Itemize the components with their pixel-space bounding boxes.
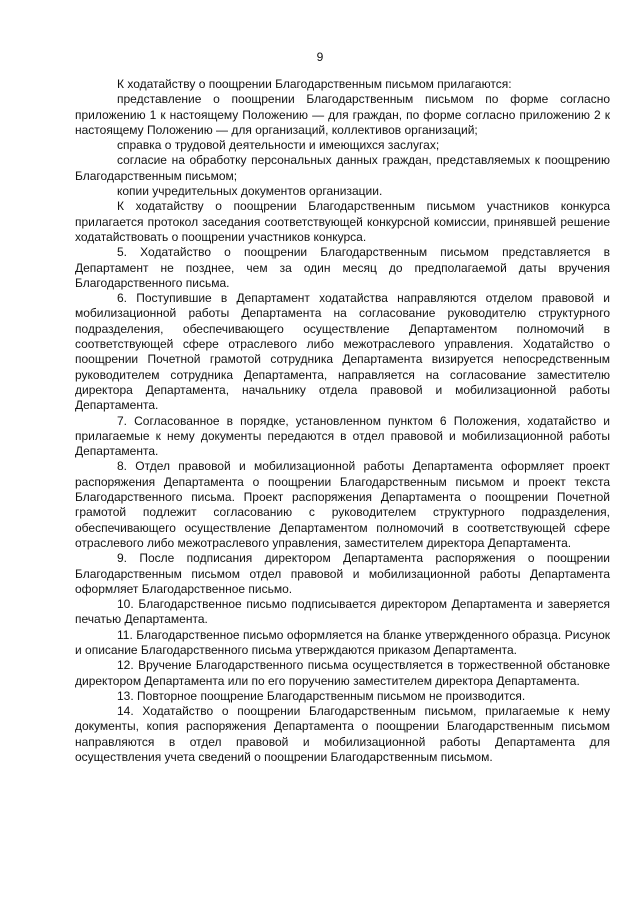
paragraph-item-14: 14. Ходатайство о поощрении Благодарственным письмом, прилагаемые к нему документы, копия распоряжения Департамента о поощрении Благодарственным письмом направляются в отдел правовой и мобилизационной работы Департамента для осуществления учета сведений о поощрении Благодарственным письмом. — [75, 704, 610, 765]
paragraph-item-7: 7. Согласованное в порядке, установленном пунктом 6 Положения, ходатайство и прилагаемые к нему документы передаются в отдел правовой и мобилизационной работы Департамента. — [75, 413, 610, 459]
paragraph-item-8: 8. Отдел правовой и мобилизационной работы Департамента оформляет проект распоряжения Департамента о поощрении Благодарственным письмом и проект текста Благодарственного письма. Проект распоряжения Департамента о поощрении Почетной грамотой подлежит согласованию с руководителем структурного подразделения, обеспечивающего осуществление Департаментом полномочий в соответствующей сфере отраслевого либо межотраслевого управления, заместителем директора Департамента. — [75, 459, 610, 550]
paragraph-attachment-certificate: справка о трудовой деятельности и имеющихся заслугах; — [117, 138, 440, 153]
paragraph-attachment-consent: согласие на обработку персональных данных граждан, представляемых к поощрению Благодарственным письмом; — [75, 153, 610, 183]
page-number: 9 — [316, 50, 324, 64]
paragraph-item-10: 10. Благодарственное письмо подписывается директором Департамента и заверяется печатью Департамента. — [75, 597, 610, 627]
paragraph-item-9: 9. После подписания директором Департамента распоряжения о поощрении Благодарственным письмом отдел правовой и мобилизационной работы Департамента оформляет Благодарственное письмо. — [75, 551, 610, 596]
document-body — [75, 77, 610, 765]
paragraph-attachment-charter-copies: копии учредительных документов организации. — [117, 184, 383, 199]
paragraph-item-11: 11. Благодарственное письмо оформляется на бланке утвержденного образца. Рисунок и описание Благодарственного письма утверждаются приказом Департамента. — [75, 627, 610, 657]
paragraph-item-6: 6. Поступившие в Департамент ходатайства направляются отделом правовой и мобилизационной работы Департамента на согласование руководителю структурного подразделения, обеспечивающего осуществление Департаментом полномочий в соответствующей сфере отраслевого либо межотраслевого управления. Ходатайство о поощрении Почетной грамотой сотрудника Департамента визируется непосредственным руководителем сотрудника Департамента, направляется на согласование заместителю директора Департамента, начальнику отдела правовой и мобилизационной работы Департамента. — [75, 291, 610, 413]
paragraph-item-13: 13. Повторное поощрение Благодарственным письмом не производится. — [117, 688, 526, 703]
paragraph-attachment-representation: представление о поощрении Благодарственным письмом по форме согласно приложению 1 к настоящему Положению — для граждан, по форме согласно приложению 2 к настоящему Положению — для организаций, коллективов организаций; — [75, 92, 610, 137]
paragraph-attachments-intro: К ходатайству о поощрении Благодарственным письмом прилагаются: — [117, 77, 512, 91]
paragraph-contest-protocol: К ходатайству о поощрении Благодарственным письмом участников конкурса прилагается протокол заседания соответствующей конкурсной комиссии, принявшей решение ходатайствовать о поощрении участников конкурса. — [75, 199, 610, 244]
paragraph-item-5: 5. Ходатайство о поощрении Благодарственным письмом представляется в Департамент не позднее, чем за один месяц до предполагаемой даты вручения Благодарственного письма. — [75, 245, 610, 290]
paragraph-item-12: 12. Вручение Благодарственного письма осуществляется в торжественной обстановке директором Департамента или по его поручению заместителем директора Департамента. — [75, 658, 610, 688]
